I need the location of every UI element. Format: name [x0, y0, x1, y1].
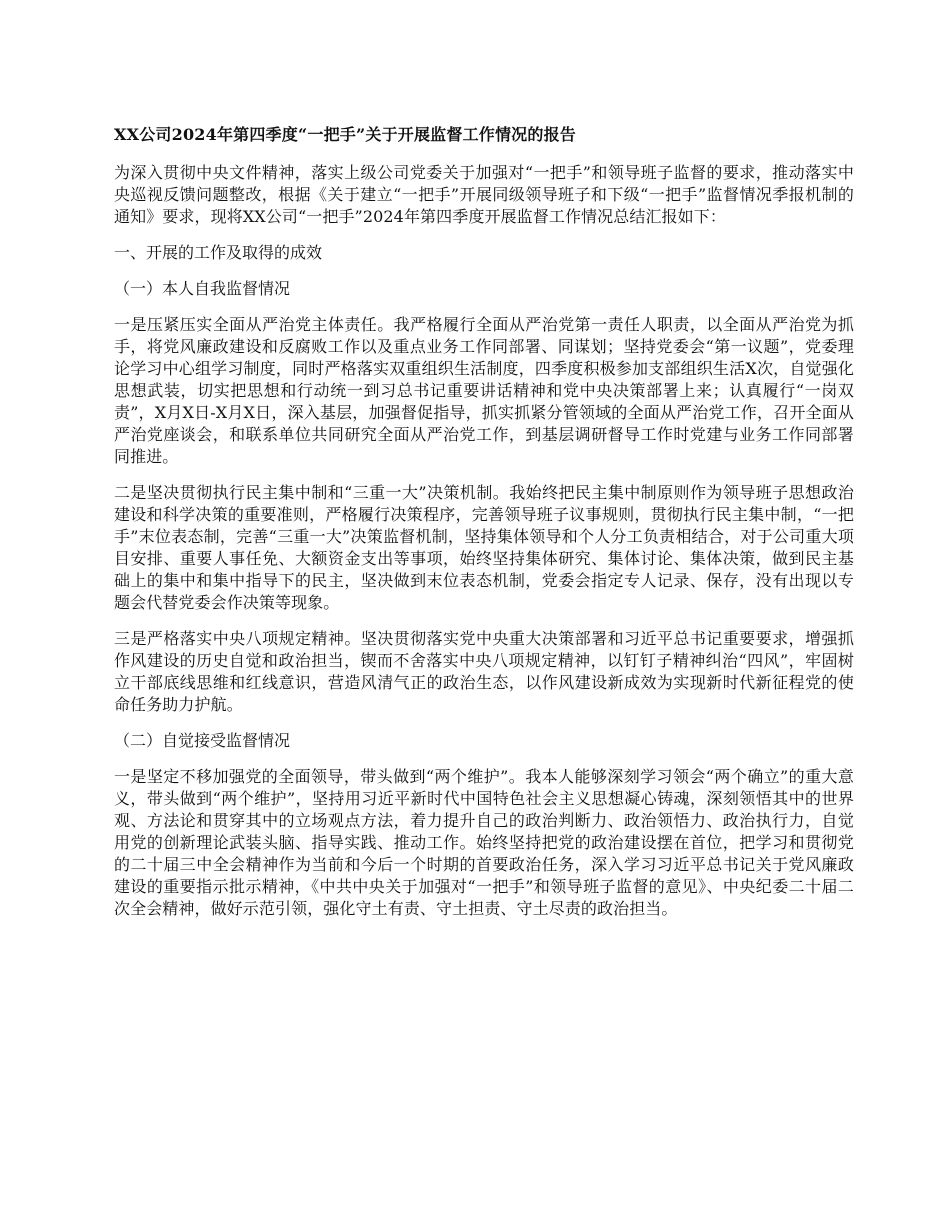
subsection-heading-1: （一）本人自我监督情况	[114, 279, 291, 298]
intro-paragraph: 为深入贯彻中央文件精神，落实上级公司党委关于加强对“一把手”和领导班子监督的要求，推动落实中央巡视反馈问题整改，根据《关于建立“一把手”开展同级领导班子和下级“一把手”监督情况季报机制的通知》要求，现将XX公司“一把手”2024年第四季度开展监督工作情况总结汇报如下：	[114, 163, 854, 226]
paragraph-self-supervision-1: 一是压紧压实全面从严治党主体责任。我严格履行全面从严治党第一责任人职责，以全面从严治党为抓手，将党风廉政建设和反腐败工作以及重点业务工作同部署、同谋划；坚持党委会“第一议题”，党委理论学习中心组学习制度，同时严格落实双重组织生活制度，四季度积极参加支部组织生活X次，自觉强化思想武装，切实把思想和行动统一到习总书记重要讲话精神和党中央决策部署上来；认真履行“一岗双责”，X月X日-X月X日，深入基层，加强督促指导，抓实抓紧分管领域的全面从严治党工作，召开全面从严治党座谈会，和联系单位共同研究全面从严治党工作，到基层调研督导工作时党建与业务工作同部署同推进。	[114, 315, 854, 466]
subsection-heading-2: （二）自觉接受监督情况	[114, 731, 291, 750]
paragraph-self-supervision-2: 二是坚决贯彻执行民主集中制和“三重一大”决策机制。我始终把民主集中制原则作为领导班子思想政治建设和科学决策的重要准则，严格履行决策程序，完善领导班子议事规则，贯彻执行民主集中制，“一把手”末位表态制，完善“三重一大”决策监督机制，坚持集体领导和个人分工负责相结合，对于公司重大项目安排、重要人事任免、大额资金支出等事项，始终坚持集体研究、集体讨论、集体决策，做到民主基础上的集中和集中指导下的民主，坚决做到末位表态机制，党委会指定专人记录、保存，没有出现以专题会代替党委会作决策等现象。	[114, 483, 854, 612]
document-title: XX公司2024年第四季度“一把手”关于开展监督工作情况的报告	[114, 125, 576, 144]
paragraph-accept-supervision-1: 一是坚定不移加强党的全面领导，带头做到“两个维护”。我本人能够深刻学习领会“两个确立”的重大意义，带头做到“两个维护”，坚持用习近平新时代中国特色社会主义思想凝心铸魂，深刻领悟其中的世界观、方法论和贯穿其中的立场观点方法，着力提升自己的政治判断力、政治领悟力、政治执行力，自觉用党的创新理论武装头脑、指导实践、推动工作。始终坚持把党的政治建设摆在首位，把学习和贯彻党的二十届三中全会精神作为当前和今后一个时期的首要政治任务，深入学习习近平总书记关于党风廉政建设的重要指示批示精神，《中共中央关于加强对“一把手”和领导班子监督的意见》、中央纪委二十届二次全会精神，做好示范引领，强化守土有责、守土担责、守土尽责的政治担当。	[114, 767, 854, 918]
paragraph-self-supervision-3: 三是严格落实中央八项规定精神。坚决贯彻落实党中央重大决策部署和习近平总书记重要要求，增强抓作风建设的历史自觉和政治担当，锲而不舍落实中央八项规定精神，以钉钉子精神纠治“四风”，牢固树立干部底线思维和红线意识，营造风清气正的政治生态，以作风建设新成效为实现新时代新征程党的使命任务助力护航。	[114, 629, 854, 714]
section-heading-1: 一、开展的工作及取得的成效	[114, 243, 323, 262]
